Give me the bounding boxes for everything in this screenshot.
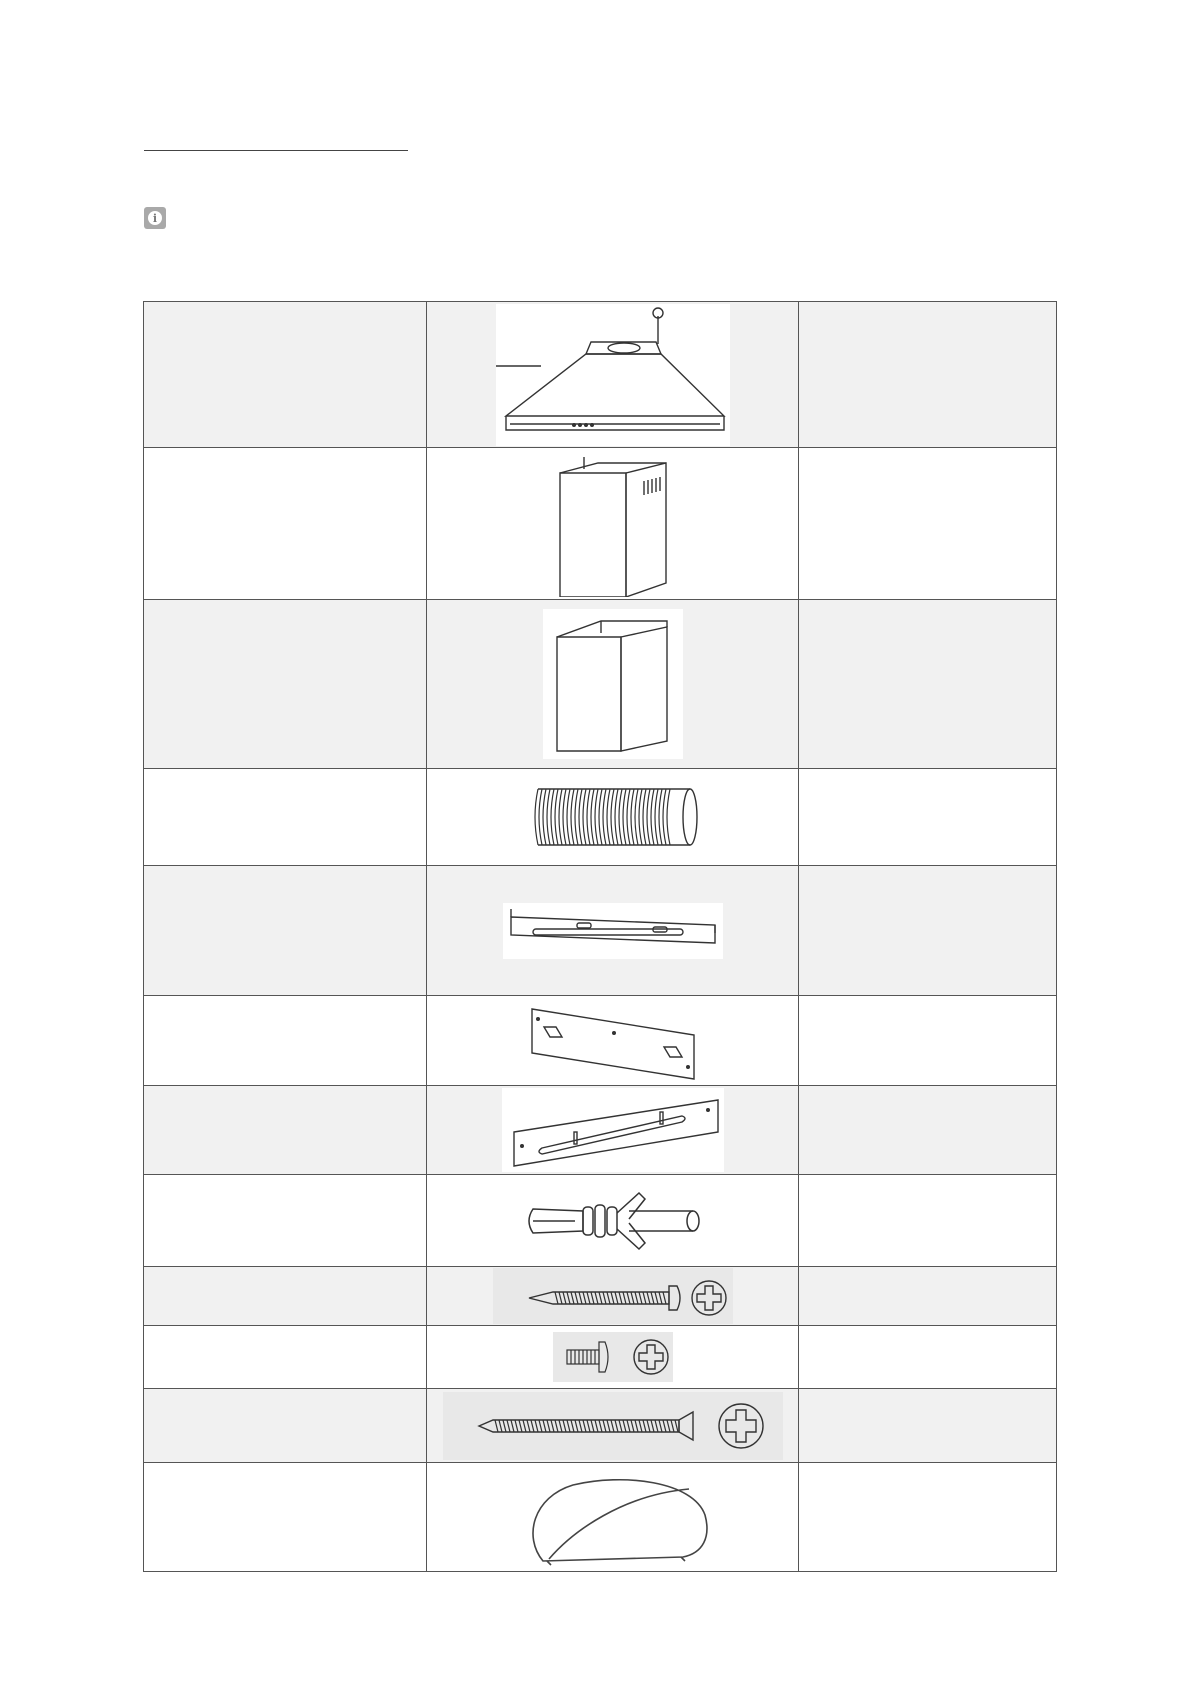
part-image-cell (427, 600, 799, 769)
part-image-cell (427, 1326, 799, 1389)
decorative-stroke (651, 789, 654, 845)
part-name (144, 1267, 427, 1326)
decorative-stroke (543, 789, 546, 845)
table-row (144, 600, 1057, 769)
decorative-stroke (599, 789, 602, 845)
table-row (144, 1175, 1057, 1267)
non-return-flap-illustration (513, 1467, 713, 1567)
decorative-stroke (635, 789, 638, 845)
decorative-stroke (579, 789, 582, 845)
table-row (144, 769, 1057, 866)
part-name (144, 996, 427, 1086)
lower-chimney-illustration (543, 609, 683, 759)
flexible-duct-illustration (528, 785, 698, 849)
decorative-stroke (603, 789, 606, 845)
table-row (144, 302, 1057, 448)
part-name (144, 448, 427, 600)
decorative-stroke (567, 789, 570, 845)
part-image-cell (427, 1389, 799, 1463)
decorative-stroke (615, 789, 618, 845)
decorative-stroke (659, 789, 662, 845)
table-row (144, 1326, 1057, 1389)
part-image-cell (427, 1463, 799, 1572)
part-name (144, 1463, 427, 1572)
part-image-cell (427, 1175, 799, 1267)
decorative-stroke (655, 789, 658, 845)
part-qty (799, 600, 1057, 769)
decorative-stroke (619, 789, 622, 845)
table-row (144, 448, 1057, 600)
part-qty (799, 1267, 1057, 1326)
decorative-stroke (623, 789, 626, 845)
part-qty (799, 1326, 1057, 1389)
part-image-cell (427, 448, 799, 600)
part-qty (799, 866, 1057, 996)
chimney-bracket-illustration (503, 903, 723, 959)
part-qty (799, 996, 1057, 1086)
section-title-underline (144, 150, 408, 151)
decorative-stroke (547, 789, 550, 845)
decorative-stroke (575, 789, 578, 845)
decorative-stroke (559, 789, 562, 845)
table-row (144, 996, 1057, 1086)
decorative-stroke (591, 789, 594, 845)
decorative-stroke (563, 789, 566, 845)
wall-plug-illustration (513, 1183, 713, 1259)
decorative-stroke (607, 789, 610, 845)
decorative-stroke (627, 789, 630, 845)
part-qty (799, 302, 1057, 448)
decorative-stroke (663, 789, 666, 845)
decorative-stroke (571, 789, 574, 845)
wall-bracket-illustration (502, 1088, 724, 1172)
table-row (144, 1267, 1057, 1326)
hood-mounting-bracket-illustration (518, 999, 708, 1083)
long-screw-illustration (443, 1392, 783, 1460)
part-name (144, 1326, 427, 1389)
part-qty (799, 448, 1057, 600)
part-image-cell (427, 769, 799, 866)
part-name (144, 769, 427, 866)
part-qty (799, 1175, 1057, 1267)
table-row (144, 1463, 1057, 1572)
part-name (144, 600, 427, 769)
parts-table (143, 301, 1057, 1572)
part-name (144, 1086, 427, 1175)
part-image-cell (427, 302, 799, 448)
part-name (144, 1389, 427, 1463)
decorative-stroke (595, 789, 598, 845)
short-screw-illustration (553, 1332, 673, 1382)
wood-screw-illustration (493, 1268, 733, 1324)
decorative-stroke (587, 789, 590, 845)
decorative-stroke (643, 789, 646, 845)
table-row (144, 1086, 1057, 1175)
part-name (144, 302, 427, 448)
upper-chimney-illustration (548, 451, 678, 597)
decorative-stroke (647, 789, 650, 845)
part-qty (799, 1086, 1057, 1175)
table-row (144, 866, 1057, 996)
table-row (144, 1389, 1057, 1463)
decorative-stroke (551, 789, 554, 845)
decorative-stroke (535, 789, 538, 845)
part-image-cell (427, 1267, 799, 1326)
part-name (144, 866, 427, 996)
decorative-stroke (631, 789, 634, 845)
part-image-cell (427, 1086, 799, 1175)
part-name (144, 1175, 427, 1267)
decorative-stroke (583, 789, 586, 845)
cooker-hood-illustration (496, 304, 730, 446)
info-icon: i (144, 207, 166, 229)
decorative-stroke (611, 789, 614, 845)
part-qty (799, 1463, 1057, 1572)
part-qty (799, 1389, 1057, 1463)
decorative-stroke (667, 789, 670, 845)
decorative-stroke (555, 789, 558, 845)
decorative-stroke (639, 789, 642, 845)
part-qty (799, 769, 1057, 866)
part-image-cell (427, 996, 799, 1086)
part-image-cell (427, 866, 799, 996)
decorative-stroke (539, 789, 542, 845)
